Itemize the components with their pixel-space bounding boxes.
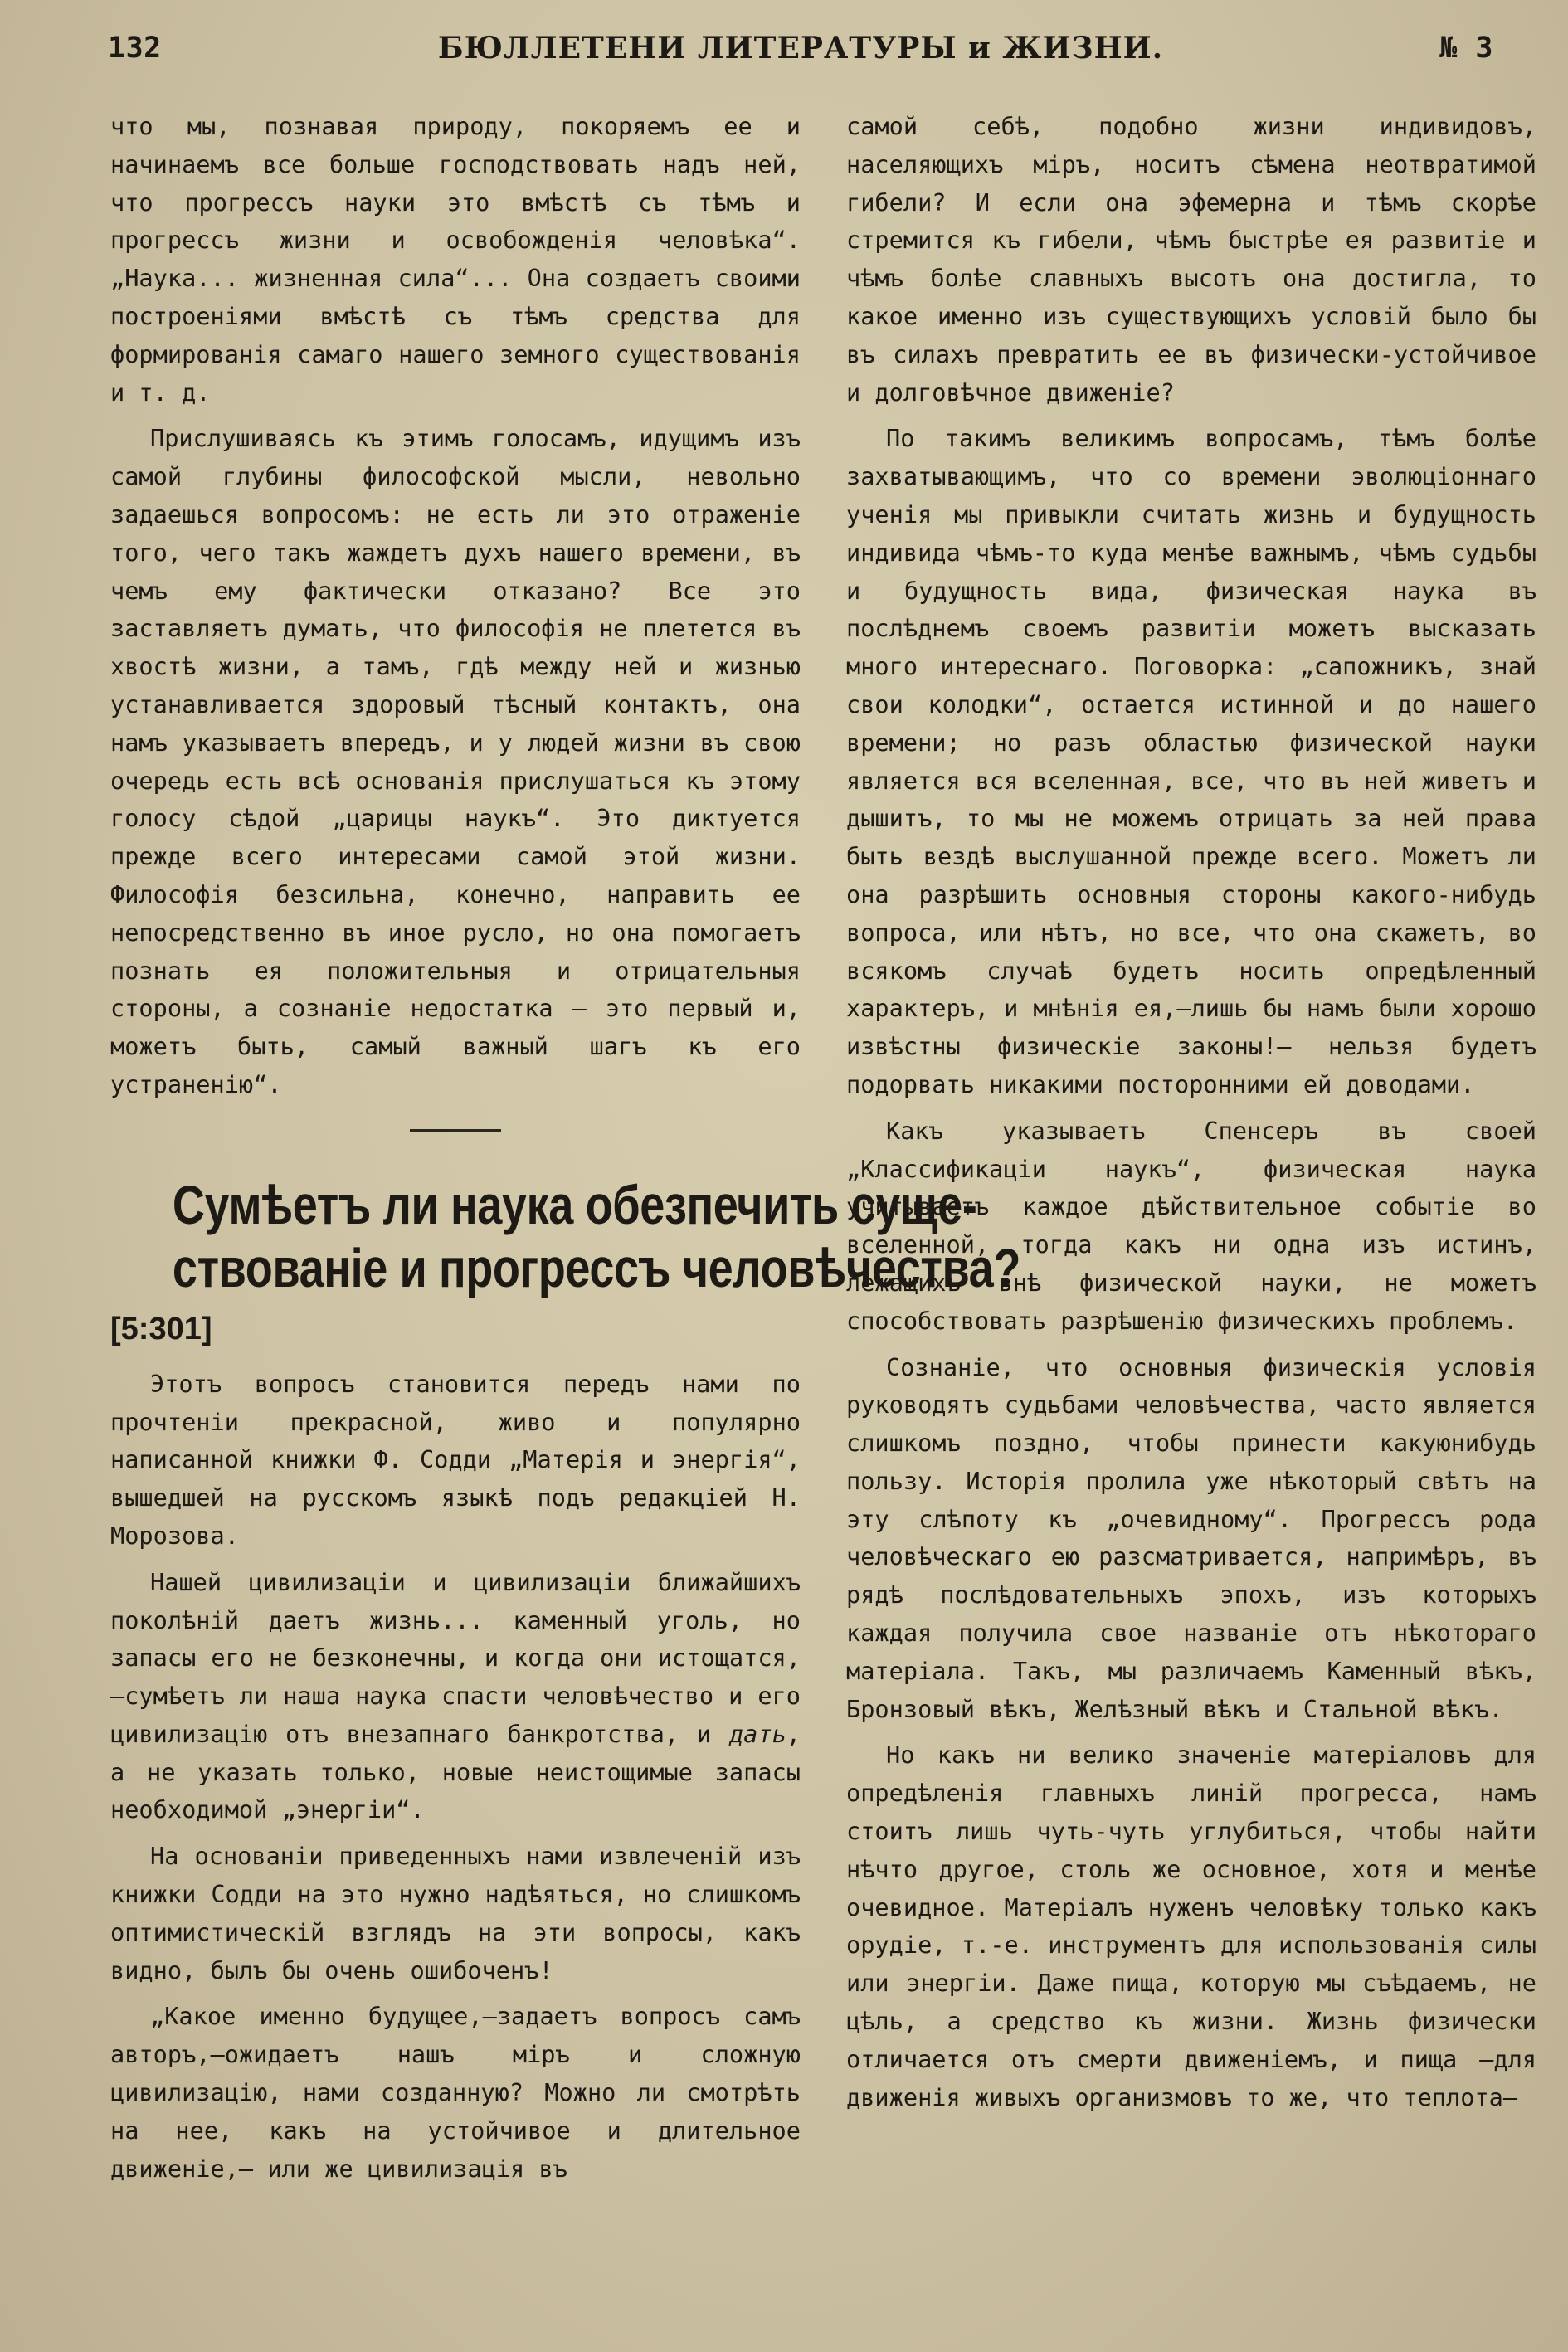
- paragraph: Какъ указываетъ Спенсеръ въ своей „Классификаціи наукъ“, физическая наука учитываетъ каждое дѣйствительное событіе во вселенной, тогда какъ ни одна изъ истинъ, лежащихъ внѣ физической науки, не можетъ способствовать разрѣшенію физическихъ проблемъ.: [846, 1116, 1536, 1335]
- paragraph: Сознаніе, что основныя физическія условія руководятъ судьбами человѣчества, часто является слишкомъ поздно, чтобы принести какуюнибудь пользу. Исторія пролила уже нѣкоторый свѣтъ на эту слѣпоту къ „очевидному“. Прогрессъ рода человѣческаго ею разсматривается, напримѣръ, въ рядѣ послѣдовательныхъ эпохъ, изъ которыхъ каждая получила свое названіе отъ нѣкотораго матеріала. Такъ, мы различаемъ Каменный вѣкъ, Бронзовый вѣкъ, Желѣзный вѣкъ и Стальной вѣкъ.: [846, 1352, 1536, 1723]
- emphasized-word: дать: [728, 1719, 786, 1748]
- paragraph: [110, 1564, 801, 1830]
- text-run: , а не указать только, новые неистощимые запасы необходимой „энергіи“.: [110, 1719, 801, 1824]
- paragraph: Прислушиваясь къ этимъ голосамъ, идущимъ изъ самой глубины философской мысли, невольно задаешься вопросомъ: не есть ли это отраженіе того, чего такъ жаждетъ духъ нашего времени, въ чемъ ему фактически отказано? Все это заставляетъ думать, что философія не плетется въ хвостѣ жизни, а тамъ, гдѣ между ней и жизнью устанавливается здоровый тѣсный контактъ, она намъ указываетъ впередъ, и у людей жизни въ свою очередь есть всѣ основанія прислушаться къ этому голосу сѣдой „царицы наукъ“. Это диктуется прежде всего интересами самой этой жизни. Философія безсильна, конечно, направить ее непосредственно въ иное русло, но она помогаетъ познать ея положительныя и отрицательныя стороны, а сознаніе недостатка — это первый и, можетъ быть, самый важный шагъ къ его устраненію“.: [110, 424, 801, 1098]
- paragraph: На основаніи приведенныхъ нами извлеченій изъ книжки Содди на это нужно надѣяться, но слишкомъ оптимистическій взглядъ на эти вопросы, какъ видно, былъ бы очень ошибоченъ!: [110, 1842, 801, 1984]
- paragraph: „Какое именно будущее,—задаетъ вопросъ самъ авторъ,—ожидаетъ нашъ міръ и сложную цивилизацію, нами созданную? Можно ли смотрѣть на нее, какъ на устойчивое и длительное движеніе,— или же цивилизація въ: [110, 2002, 801, 2183]
- paragraph: По такимъ великимъ вопросамъ, тѣмъ болѣе захватывающимъ, что со времени эволюціоннаго ученія мы привыкли считать жизнь и будущность индивида чѣмъ-то куда менѣе важнымъ, чѣмъ судьбы и будущность вида, физическая наука въ послѣднемъ своемъ развитіи можетъ высказать много интереснаго. Поговорка: „сапожникъ, знай свои колодки“, остается истинной и до нашего времени; но разъ областью физической науки является вся вселенная, все, что въ ней живетъ и дышитъ, то мы не можемъ отрицать за ней права быть вездѣ выслушанной прежде всего. Можетъ ли она разрѣшить основныя стороны какого-нибудь вопроса, или нѣтъ, но все, что она скажетъ, во всякомъ случаѣ будетъ носить опредѣленный характеръ, и мнѣнія ея,—лишь бы намъ были хорошо извѣстны физическіе законы!— нельзя будетъ подорвать никакими посторонними ей доводами.: [846, 424, 1536, 1098]
- page-number: 132: [108, 32, 162, 65]
- article-title: [110, 1173, 1021, 1299]
- running-head: [108, 23, 1493, 73]
- issue-number: № 3: [1439, 32, 1493, 65]
- left-column: [110, 108, 1021, 2196]
- text-run: Нашей цивилизаціи и цивилизаціи ближайшихъ поколѣній даетъ жизнь... каменный уголь, но запасы его не безконечны, и когда они истощатся,—сумѣетъ ли наша наука спасти человѣчество и его цивилизацію отъ внезапнаго банкротства, и: [110, 1567, 801, 1748]
- paragraph: Но какъ ни велико значеніе матеріаловъ для опредѣленія главныхъ линій прогресса, намъ стоитъ лишь чуть-чуть углубиться, чтобы найти нѣчто другое, столь же основное, хотя и менѣе очевидное. Матеріалъ нуженъ человѣку только какъ орудіе, т.-е. инструментъ для использованія силы или энергіи. Даже пища, которую мы съѣдаемъ, не цѣль, а средство къ жизни. Жизнь физически отличается отъ смерти движеніемъ, и пища —для движенія живыхъ организмовъ то же, что теплота—: [846, 1741, 1536, 2111]
- journal-title: БЮЛЛЕТЕНИ ЛИТЕРАТУРЫ и ЖИЗНИ.: [437, 31, 1164, 66]
- paragraph: Этотъ вопросъ становится передъ нами по прочтеніи прекрасной, живо и популярно написанной книжки Ф. Содди „Матерія и энергія“, вышедшей на русскомъ языкѣ подъ редакціей Н. Морозова.: [110, 1369, 801, 1550]
- source-reference: [5:301]: [110, 1311, 212, 1346]
- section-divider: [410, 1129, 501, 1132]
- article-title-line: ствованіе и прогрессъ человѣчества?: [172, 1236, 1021, 1298]
- paragraph: что мы, познавая природу, покоряемъ ее и начинаемъ все больше господствовать надъ ней, что прогрессъ науки это вмѣстѣ съ тѣмъ и прогрессъ жизни и освобожденія человѣка“. „Наука... жизненная сила“... Она создаетъ своими построеніями вмѣстѣ съ тѣмъ средства для формированія самаго нашего земного существованія и т. д.: [110, 112, 801, 407]
- right-column: [846, 108, 1536, 2125]
- paragraph: самой себѣ, подобно жизни индивидовъ, населяющихъ міръ, носитъ сѣмена неотвратимой гибели? И если она эфемерна и тѣмъ скорѣе стремится къ гибели, чѣмъ быстрѣе ея развитіе и чѣмъ болѣе славныхъ высотъ она достигла, то какое именно изъ существующихъ условій было бы въ силахъ превратить ее въ физически-устойчивое и долговѣчное движеніе?: [846, 112, 1536, 407]
- article-title-line: Сумѣетъ ли наука обезпечить суще-: [172, 1173, 977, 1235]
